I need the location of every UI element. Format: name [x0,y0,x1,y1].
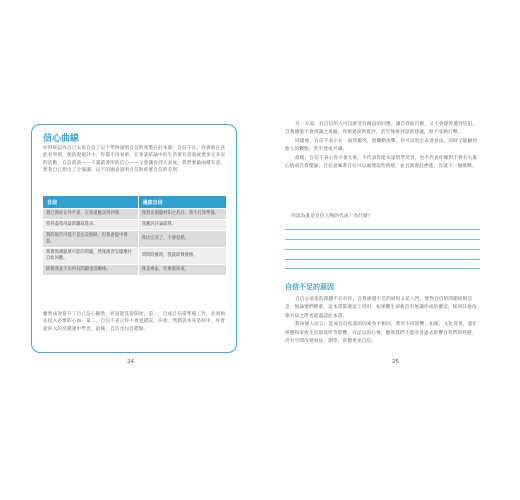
right-body-text-2 [285,296,479,346]
paragraph: 最後，自信不表示你不會失敗，不代表你能永遠別學笑容，也不代表你總對不會有失康心情或自我懷疑，自信意味著自信可以處理這些情緒，並且就會此挫進，沒就下一個挑戰。 [285,155,478,170]
table-cell: 我對這個題材知之甚詳，我不打算準備。 [138,209,226,220]
table-row [43,265,226,276]
table-cell: 我的報告可能不是完美無缺，但我會從中得益。 [43,231,138,248]
right-body-text [285,121,479,171]
section-heading: 自信不足的原因 [285,283,334,291]
box-closing-text: 雖然成效提升了自己信心顯然，經話能其從開始，第一，自成自信還準備工作，必須預先投入必要的心血，第二，自信不表示你不會犯錯誤，你會，然錯誤本身是時中，你會從你入的反饋運中學習，最後，自信也包容錯點。 [43,312,226,332]
answer-line [285,229,480,230]
answer-line [285,259,480,260]
header-overconfidence: 過度自信 [138,196,226,209]
table-row [43,248,226,265]
paragraph: 同樣地，自信不表示在一面到衝突，展藥勤攻擊，你可以堅定表達看法，同時又能顧到他人的觀點，甚至達成共識。 [285,138,478,153]
table-cell: 即使我並不出所有問題也沒關係。 [43,265,138,276]
page-number-right: 25 [392,359,399,365]
table-row [43,231,226,248]
confidence-table [43,196,226,275]
answer-line [285,239,480,240]
table-row [43,209,226,220]
paragraph: 另一方面，有自信的人可以舒受有踐益的回應，讓自我取行動，又不會覺得遭到冒犯，自我價值不會到讓之角漏，你被過度的批評，甚至無接到認的建議，無不受納打擊。 [285,122,478,136]
paragraph: 對每個人而言，造成自信低落的因素各不相同，我有不同影響，如頭，文化背景，童年經歷和家族生活環境所等影響，有足以的心情，雖然我們不能改善過去影響自我們的經歷，仍有空間改變看法，期望，甚標更多自信。 [285,322,478,345]
answer-line [285,249,480,250]
confidence-info-box [31,124,237,353]
page-number-left: 24 [127,359,134,365]
table-header-row [43,196,226,209]
table-cell: 問問時擁時，我就即興發揮。 [138,248,226,265]
right-page [260,0,520,500]
paragraph: 自信心低落的問題不在於你，自我感覺不佳的原因五花八門，要對自信的問題原則是念，無論情們輕重，這本書都適這上用用，如果難生卻新信有無讓你成的優這，探同其他改康方法之際也能盡認此本書。 [285,297,477,319]
box-intro-text: 你得經認為自己太依自信了以下學例說明自信的產製在於本源，自信不在，你會被在意此看事情，便依現規評小，你都不再看重，在會談結論中的生活要有意義或要多完多況的活動，自信就前——不讀讀著所的信心——又會讓你到入表成。我們要做兩種有意，想著自己想出了合演講，以下的圖表說明自信和經歷自信的差別。 [43,146,226,173]
table-cell: 我應該評論就我。 [138,220,226,231]
box-title: 信心曲線 [43,134,80,144]
answer-line [285,268,480,269]
header-confidence: 自信 [43,196,138,209]
table-row [43,220,226,231]
table-cell: 我會預測題眾可能的問題，然後演習怎樣應付自如回應。 [43,248,138,265]
table-cell: 我比完美了，不會犯錯。 [138,231,226,248]
reflection-question: 你認為誰是自信人物的代表？為什麼？ [291,214,373,219]
table-cell: 我已我好在外平表，在知道應該得到我 [43,209,138,220]
table-cell: 我得盡我用最新聽寫進表。 [43,220,138,231]
table-cell: 我是專家，什麼都知道。 [138,265,226,276]
